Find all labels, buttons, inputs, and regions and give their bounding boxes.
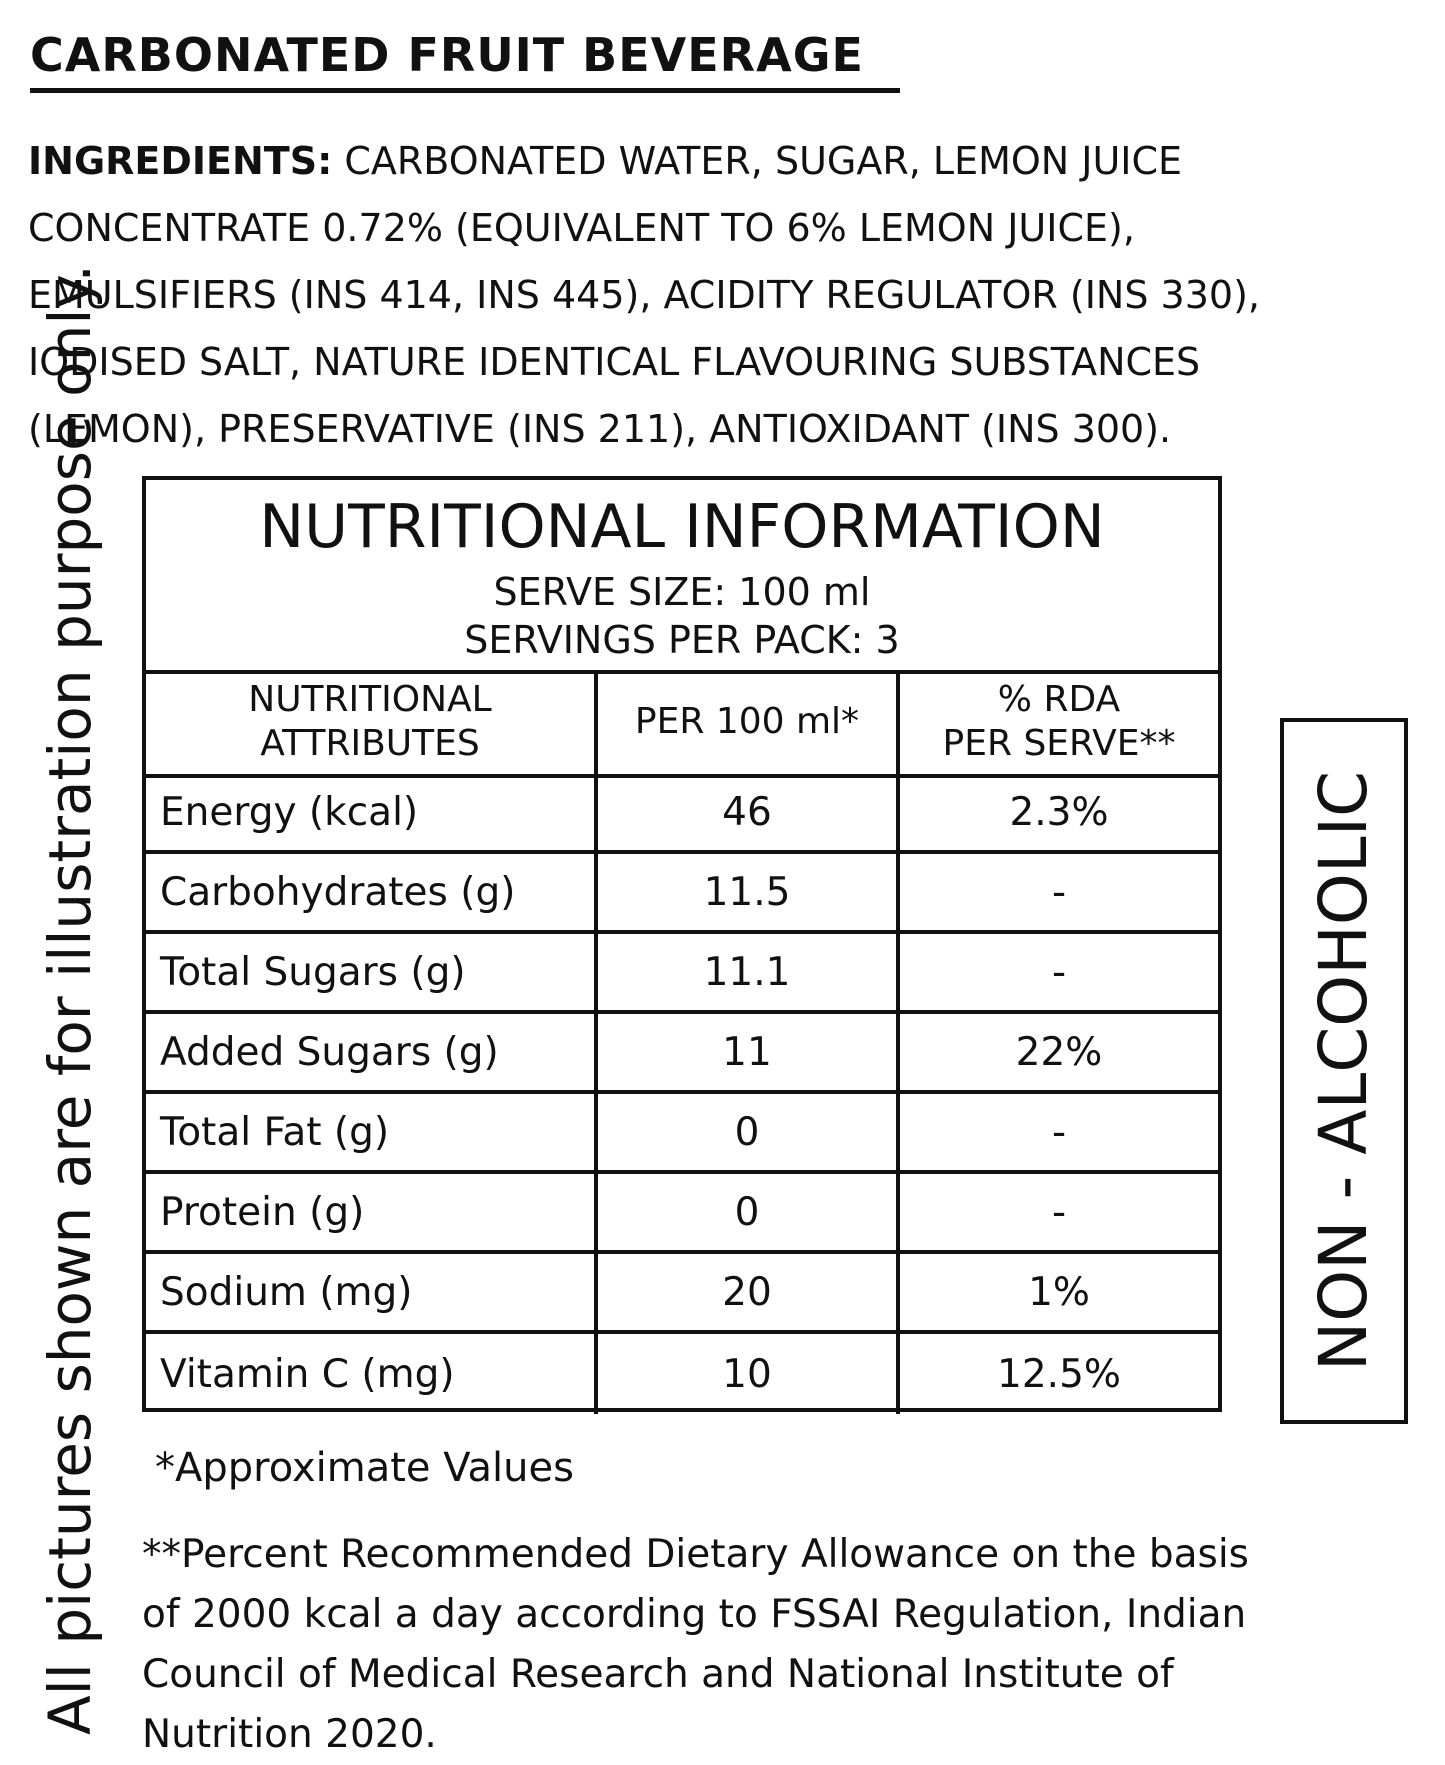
ingredients-line: (LEMON), PRESERVATIVE (INS 211), ANTIOXIDANT (INS 300). — [28, 407, 1172, 451]
nutrient-name: Protein (g) — [160, 1189, 365, 1235]
rda-value: - — [896, 1094, 1218, 1170]
table-row — [146, 1094, 1218, 1174]
rda-value: 22% — [896, 1014, 1218, 1090]
nutrient-name: Energy (kcal) — [160, 789, 419, 835]
column-header-line: ATTRIBUTES — [260, 723, 480, 764]
per-100-value: 11 — [594, 1014, 896, 1090]
column-header-row — [146, 670, 1218, 778]
column-header-rda — [896, 670, 1218, 774]
product-title: CARBONATED FRUIT BEVERAGE — [30, 28, 864, 82]
nutrient-name: Added Sugars (g) — [160, 1029, 499, 1075]
table-row — [146, 1254, 1218, 1334]
per-100-value: 10 — [594, 1334, 896, 1414]
non-alcoholic-label: NON - ALCOHOLIC — [1305, 770, 1382, 1372]
nutrition-header — [146, 480, 1218, 674]
per-100-value: 0 — [594, 1094, 896, 1170]
rda-value: 1% — [896, 1254, 1218, 1330]
ingredients-line-1 — [28, 128, 1428, 195]
column-header-attribute — [146, 670, 594, 774]
footnote-line: Nutrition 2020. — [142, 1712, 437, 1757]
rda-value: 12.5% — [896, 1334, 1218, 1414]
footnote-approximate: *Approximate Values — [155, 1445, 574, 1491]
title-underline — [30, 88, 900, 93]
footnote-line: **Percent Recommended Dietary Allowance on the basis — [142, 1532, 1250, 1577]
ingredients-line: EMULSIFIERS (INS 414, INS 445), ACIDITY REGULATOR (INS 330), — [28, 273, 1260, 317]
ingredients-line: CONCENTRATE 0.72% (EQUIVALENT TO 6% LEMON JUICE), — [28, 206, 1135, 250]
table-row — [146, 1334, 1218, 1414]
nutrient-name: Vitamin C (mg) — [160, 1351, 455, 1397]
per-100-value: 46 — [594, 774, 896, 850]
table-row — [146, 934, 1218, 1014]
nutrition-heading: NUTRITIONAL INFORMATION — [259, 492, 1105, 562]
footnote-line: of 2000 kcal a day according to FSSAI Regulation, Indian — [142, 1592, 1247, 1637]
nutrient-name: Total Fat (g) — [160, 1109, 390, 1155]
illustration-disclaimer: All pictures shown are for illustration purpose only. — [36, 264, 104, 1735]
table-row — [146, 1014, 1218, 1094]
rda-value: 2.3% — [896, 774, 1218, 850]
column-header-line: PER 100 ml* — [634, 701, 860, 742]
column-header-line: % RDA — [997, 679, 1121, 720]
nutrition-table — [142, 476, 1222, 1412]
serve-size: SERVE SIZE: 100 ml — [493, 570, 871, 614]
column-header-per-100 — [594, 670, 896, 774]
ingredients-text: CARBONATED WATER, SUGAR, LEMON JUICE — [332, 139, 1183, 183]
table-row — [146, 774, 1218, 854]
per-100-value: 0 — [594, 1174, 896, 1250]
ingredients-line: IODISED SALT, NATURE IDENTICAL FLAVOURING SUBSTANCES — [28, 340, 1201, 384]
nutrient-name: Total Sugars (g) — [160, 949, 466, 995]
rda-value: - — [896, 934, 1218, 1010]
per-100-value: 11.5 — [594, 854, 896, 930]
ingredients-block — [28, 128, 1428, 463]
nutrient-name: Sodium (mg) — [160, 1269, 413, 1315]
rda-value: - — [896, 1174, 1218, 1250]
column-header-line: NUTRITIONAL — [248, 679, 492, 720]
ingredients-label: INGREDIENTS: — [28, 139, 333, 183]
per-100-value: 20 — [594, 1254, 896, 1330]
table-row — [146, 1174, 1218, 1254]
per-100-value: 11.1 — [594, 934, 896, 1010]
footnote-rda — [142, 1525, 1292, 1765]
nutrient-name: Carbohydrates (g) — [160, 869, 516, 915]
rda-value: - — [896, 854, 1218, 930]
column-header-line: PER SERVE** — [942, 723, 1176, 764]
table-row — [146, 854, 1218, 934]
footnote-line: Council of Medical Research and National Institute of — [142, 1652, 1174, 1697]
servings-per-pack: SERVINGS PER PACK: 3 — [464, 618, 900, 662]
